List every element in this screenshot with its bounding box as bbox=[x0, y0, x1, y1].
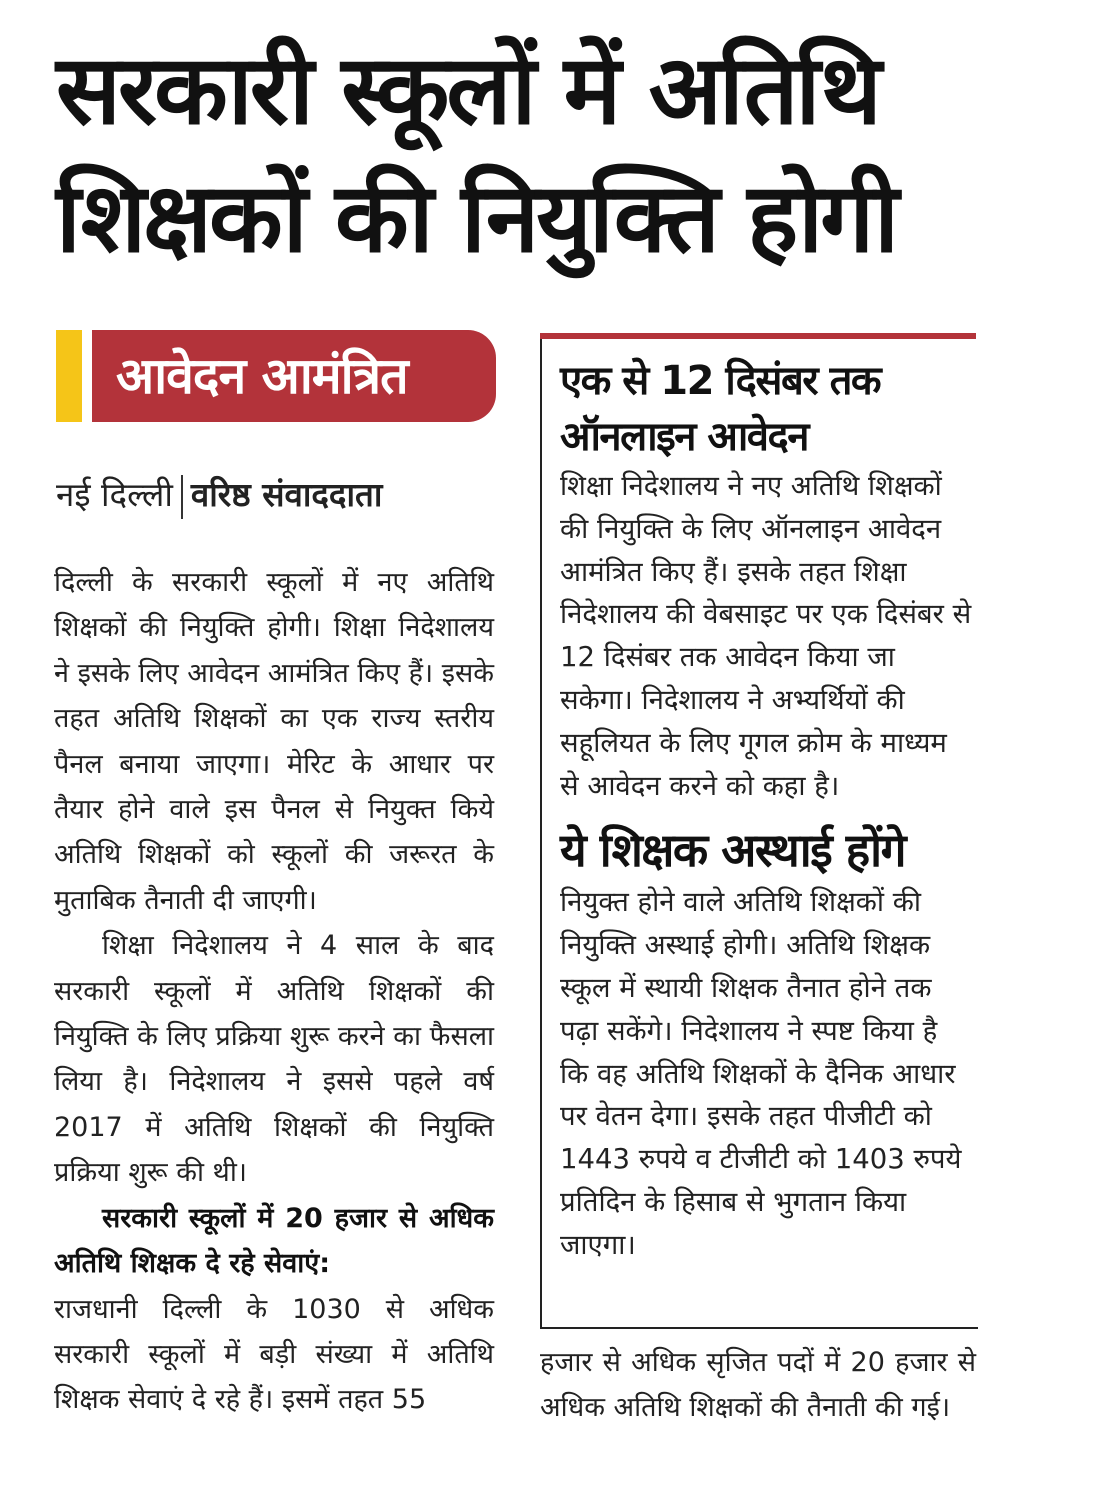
dateline-divider bbox=[181, 475, 183, 519]
article-paragraph-1: दिल्ली के सरकारी स्कूलों में नए अतिथि शिक्षकों की नियुक्ति होगी। शिक्षा निदेशालय ने इसके लिए आवेदन आमंत्रित किए हैं। इसके तहत अतिथि शिक्षकों का एक राज्य स्तरीय पैनल बनाया जाएगा। मेरिट के आधार पर तैयार होने वाले इस पैनल से नियुक्त किये अतिथि शिक्षकों को स्कूलों की जरूरत के मुताबिक तैनाती दी जाएगी। bbox=[54, 567, 494, 916]
dateline bbox=[56, 470, 382, 520]
banner-label: आवेदन आमंत्रित bbox=[92, 330, 496, 422]
headline-line-2: शिक्षकों की नियुक्ति होगी bbox=[56, 162, 897, 274]
sidebar-heading-2: ये शिक्षक अस्थाई होंगे bbox=[560, 823, 905, 878]
headline-line-1: सरकारी स्कूलों में अतिथि bbox=[56, 34, 879, 146]
sidebar-box bbox=[540, 333, 976, 1329]
sidebar-bottom-rule bbox=[542, 1327, 978, 1329]
article-paragraph-2: शिक्षा निदेशालय ने 4 साल के बाद सरकारी स्कूलों में अतिथि शिक्षकों की नियुक्ति के लिए प्रक्रिया शुरू करने का फैसला लिया है। निदेशालय ने इससे पहले वर्ष 2017 में अतिथि शिक्षकों की नियुक्ति प्रक्रिया शुरू की थी। bbox=[54, 930, 494, 1189]
sidebar-body-2: नियुक्त होने वाले अतिथि शिक्षकों की नियुक्ति अस्थाई होगी। अतिथि शिक्षक स्कूल में स्थायी शिक्षक तैनात होने तक पढ़ा सकेंगे। निदेशालय ने स्पष्ट किया है कि वह अतिथि शिक्षकों के दैनिक आधार पर वेतन देगा। इसके तहत पीजीटी को 1443 रुपये व टीजीटी को 1403 रुपये प्रतिदिन के हिसाब से भुगतान किया जाएगा। bbox=[560, 886, 962, 1261]
banner-accent-bar bbox=[56, 330, 82, 422]
dateline-author: वरिष्ठ संवाददाता bbox=[190, 475, 383, 514]
article-subhead: सरकारी स्कूलों में 20 हजार से अधिक अतिथि शिक्षक दे रहे सेवाएं: bbox=[54, 1202, 494, 1280]
section-banner bbox=[56, 330, 496, 422]
sidebar-heading-1-line-2: ऑनलाइन आवेदन bbox=[560, 414, 808, 460]
sidebar-body-1: शिक्षा निदेशालय ने नए अतिथि शिक्षकों की नियुक्ति के लिए ऑनलाइन आवेदन आमंत्रित किए हैं। इसके तहत शिक्षा निदेशालय की वेबसाइट पर एक दिसंबर से 12 दिसंबर तक आवेदन किया जा सकेगा। निदेशालय ने अभ्यर्थियों की सहूलियत के लिए गूगल क्रोम के माध्यम से आवेदन करने को कहा है। bbox=[560, 470, 972, 802]
sidebar-heading-1-line-1: एक से 12 दिसंबर तक bbox=[560, 358, 881, 404]
article-continuation: हजार से अधिक सृजित पदों में 20 हजार से अधिक अतिथि शिक्षकों की तैनाती की गई। bbox=[540, 1347, 976, 1423]
dateline-location: नई दिल्ली bbox=[56, 475, 173, 514]
sidebar-frame bbox=[540, 339, 976, 1329]
article-paragraph-3: राजधानी दिल्ली के 1030 से अधिक सरकारी स्कूलों में बड़ी संख्या में अतिथि शिक्षक सेवाएं दे रहे हैं। इसमें तहत 55 bbox=[54, 1293, 494, 1416]
headline bbox=[56, 26, 1056, 282]
left-article-column bbox=[54, 560, 494, 1423]
